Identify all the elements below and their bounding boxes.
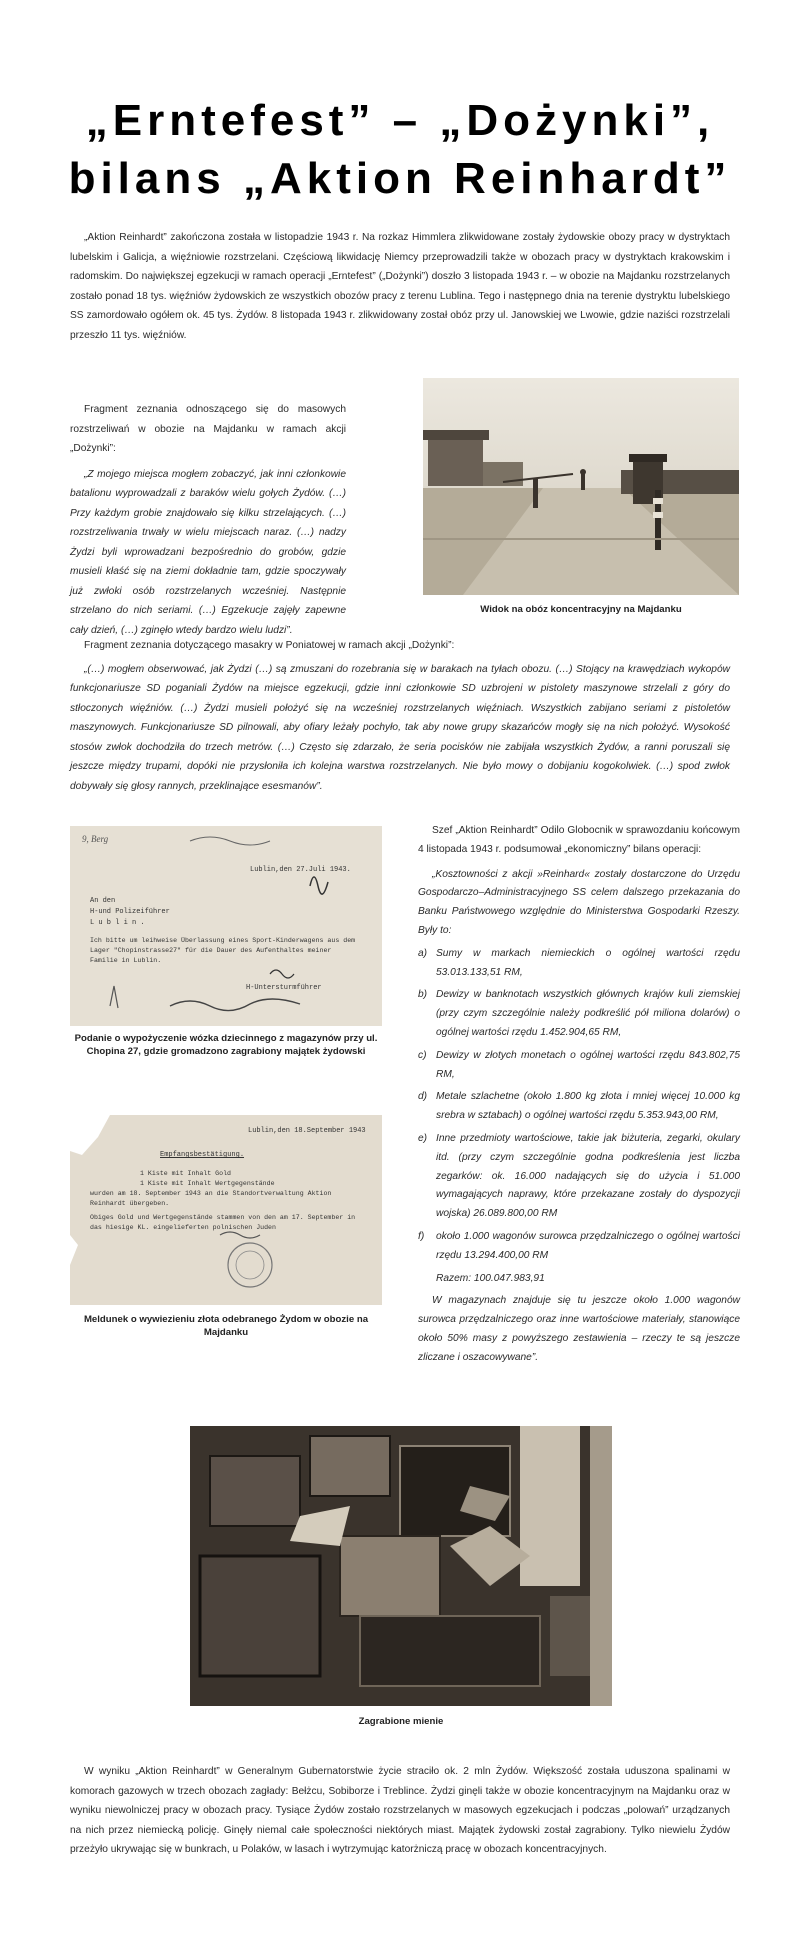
poniatowa-quote: „(…) mogłem obserwować, jak Żydzi (…) są zmuszani do rozebrania się w barakach na tyłach obozu. (…) Stojący na krawędziach wykopów funkcjonariusze SD poganiali Żydów na miejsce egzekucji, gdzie inni członkowie SD uzbrojeni w pistolety maszynowe strzelali z góry do stłoczonych więźniów. (…) Żydzi musieli położyć się na wcześniej rozstrzelanych więźniach. Wszystkich zabijano seriami z pistoletów maszynowych. Funkcjonariusze SD pilnowali, aby ofiary leżały pochyło, tak aby nowe grupy skazańców mogły się na nich położyć. Wysokość stosów zwłok dochodziła do trzech metrów. (…) Często się zdarzało, że seria pocisków nie zabijała wszystkich Żydów, a ranni poruszali się jeszcze między trupami, dopóki nie przysłoniła ich kolejna warstwa rozstrzelanych. Nie było mowy o dobijaniu kogokolwiek. (…) spod zwłok dobywały się głosy rannych, przeklinające esesmanów”. <box>70 663 730 792</box>
list-item: f) około 1.000 wagonów surowca przędzalniczego o ogólnej wartości rzędu 13.294.400,00 RM <box>418 1230 740 1261</box>
doc1-to2: H-und Polizeiführer <box>90 908 170 916</box>
majdanek-quote: „Z mojego miejsca mogłem zobaczyć, jak inni członkowie batalionu wyprowadzali z baraków wielu gołych Żydów. (…) Przy każdym grobie znajdowało się kilku strzelających. (…) rozstrzeliwania trwały w wielu miejscach naraz. (…) nadzy Żydzi byli wprowadzani bezpośrednio do grobów, gdzie musieli kłaść się na ziemi dokładnie tam, gdzie spoczywały już zwłoki osób rozstrzelanych wcześniej. Następnie strzelano do nich seriami. (…) Egzekucje zajęły zapewne cały dzień, (…) zginęło wtedy bardzo wielu ludzi”. <box>70 468 346 636</box>
doc2-body <box>90 1169 370 1233</box>
doc1-caption: Podanie o wypożyczenie wózka dziecinnego z magazynów przy ul. Chopina 27, gdzie gromadzono zagrabiony majątek żydowski <box>74 1033 378 1057</box>
gold-receipt-document <box>70 1115 382 1305</box>
majdanek-intro: Fragment zeznania odnoszącego się do masowych rozstrzeliwań w obozie na Majdanku w ramach akcji „Dożynki”: <box>70 404 346 454</box>
doc2-caption: Meldunek o wywiezieniu złota odebranego Żydom w obozie na Majdanku <box>83 1314 369 1338</box>
globocnik-intro: Szef „Aktion Reinhardt” Odilo Globocnik w sprawozdaniu końcowym 4 listopada 1943 r. podsumował „ekonomiczny” bilans operacji: <box>418 825 740 855</box>
globocnik-closing: W magazynach znajduje się tu jeszcze około 1.000 wagonów surowca przędzalniczego oraz inne wartościowe materiały, stanowiące około 50% masy z powyższego zestawienia – rzeczy te są jeszcze zliczane i oszacowywane”. <box>418 1295 740 1363</box>
title-line-2: bilans „Aktion Reinhardt” <box>68 154 732 203</box>
doc2-line3: wurden am 18. September 1943 an die Standortverwaltung Aktion Reinhardt übergeben. <box>90 1190 332 1207</box>
doc1-place-date: Lublin,den 27.Juli 1943. <box>250 866 351 874</box>
stroller-request-document <box>70 826 382 1026</box>
list-item: b) Dewizy w banknotach wszystkich głównych krajów kuli ziemskiej (przy czym szczególnie należy podkreślić pół miliona dolarów) o ogólnej wartości rzędu 1.452.904,65 RM, <box>418 989 740 1038</box>
list-item: d) Metale szlachetne (około 1.800 kg złota i mniej więcej 10.000 kg srebra w sztabach) o ogólnej wartości rzędu 5.353.943,00 RM, <box>418 1091 740 1122</box>
globocnik-quote-intro: „Kosztowności z akcji »Reinhard« zostały dostarczone do Urzędu Gospodarczo–Administracyjnego SS celem dalszego przekazania do Banku Państwowego względnie do Ministerstwa Gospodarki Rzeszy. Były to: <box>418 868 740 936</box>
doc2-heading: Empfangsbestätigung. <box>160 1151 245 1159</box>
loot-caption: Zagrabione mienie <box>358 1716 444 1727</box>
poniatowa-intro: Fragment zeznania dotyczącego masakry w Poniatowej w ramach akcji „Dożynki”: <box>84 640 455 651</box>
majdanek-camp-photo <box>423 378 739 595</box>
doc1-to: An den <box>90 897 116 905</box>
doc2-line1: 1 Kiste mit Inhalt Gold <box>140 1170 232 1177</box>
doc2-line4: Obiges Gold und Wertgegenstände stammen von den am 17. September in das hiesige KL. eingelieferten polnischen Juden <box>90 1214 356 1231</box>
globocnik-report <box>418 822 740 1368</box>
page-title <box>0 92 800 208</box>
majdanek-photo-drawing <box>423 378 739 595</box>
list-item: a) Sumy w markach niemieckich o ogólnej wartości rzędu 53.013.133,51 RM, <box>418 947 740 978</box>
looted-property-photo <box>190 1426 612 1706</box>
doc1-body: Ich bitte um leihweise Überlassung eines Sport-Kinderwagens aus dem Lager "Chopinstrasse27" für die Dauer des Aufenthaltes meiner Familie in Lublin. <box>90 937 356 964</box>
doc1-rank: H-Untersturmführer <box>246 984 322 992</box>
doc1-city: L u b l i n . <box>90 919 145 927</box>
doc1-corner-note: 9, Berg <box>82 834 109 844</box>
doc1-signatures <box>70 826 382 1026</box>
doc2-line2: 1 Kiste mit Inhalt Wertgegenstände <box>140 1180 275 1187</box>
majdanek-testimony <box>70 400 346 640</box>
doc2-place-date: Lublin,den 18.September 1943 <box>248 1127 366 1135</box>
globocnik-items-list <box>418 945 740 1266</box>
intro-paragraph: „Aktion Reinhardt” zakończona została w listopadzie 1943 r. Na rozkaz Himmlera zlikwidowane zostały żydowskie obozy pracy w dystryktach lubelskim i Galicja, a więźniowie rozstrzelani. Częściową likwidację Niemcy przeprowadzili także w obozach pracy w dystryktach krakowskim i radomskim. Do największej egzekucji w ramach operacji „Erntefest” („Dożynki”) doszło 3 listopada 1943 r. – w obozie na Majdanku rozstrzelanych zostało ponad 18 tys. więźniów żydowskich ze wszystkich obozów pracy z terenu Lublina. Tego i następnego dnia na terenie dystryktu lubelskiego SS zamordowało ogółem ok. 45 tys. Żydów. 8 listopada 1943 r. zlikwidowany został obóz przy ul. Janowskiej we Lwowie, gdzie naziści rozstrzelali przeszło 11 tys. więźniów. <box>70 232 730 341</box>
list-item: c) Dewizy w złotych monetach o ogólnej wartości rzędu 843.802,75 RM, <box>418 1049 740 1080</box>
globocnik-total: Razem: 100.047.983,91 <box>436 1272 545 1284</box>
loot-photo-drawing <box>190 1426 612 1706</box>
list-item: e) Inne przedmioty wartościowe, takie jak biżuteria, zegarki, okulary itd. (przy czym szczególnie godna podkreślenia jest liczba zegarków: ok. 16.000 nadających się do użycia i 51.000 wymagających naprawy, które przekazane zostały do dyspozycji wojska) 26.089.800,00 RM <box>418 1132 740 1220</box>
title-line-1: „Erntefest” – „Dożynki”, <box>85 96 715 145</box>
majdanek-photo-caption: Widok na obóz koncentracyjny na Majdanku <box>480 604 682 615</box>
poniatowa-testimony <box>70 636 730 796</box>
conclusion-paragraph: W wyniku „Aktion Reinhardt” w Generalnym Gubernatorstwie życie straciło ok. 2 mln Żydów. Większość została uduszona spalinami w komorach gazowych w trzech obozach zagłady: Bełżcu, Sobiborze i Treblince. Żydzi ginęli także w obozie koncentracyjnym na Majdanku oraz w wyniku niewolniczej pracy w obozach pracy. Tysiące Żydów zostało rozstrzelanych w masowych egzekucjach i podczas „polowań” urządzanych na nich przez niemiecką policję. Ginęły niemal całe społeczności niektórych miast. Majątek żydowski został zagrabiony. Tylko niewielu Żydów przeżyło ukrywając się w bunkrach, u Polaków, w lasach i wytrzymując katorżniczą pracę w obozach koncentracyjnych. <box>70 1766 730 1855</box>
